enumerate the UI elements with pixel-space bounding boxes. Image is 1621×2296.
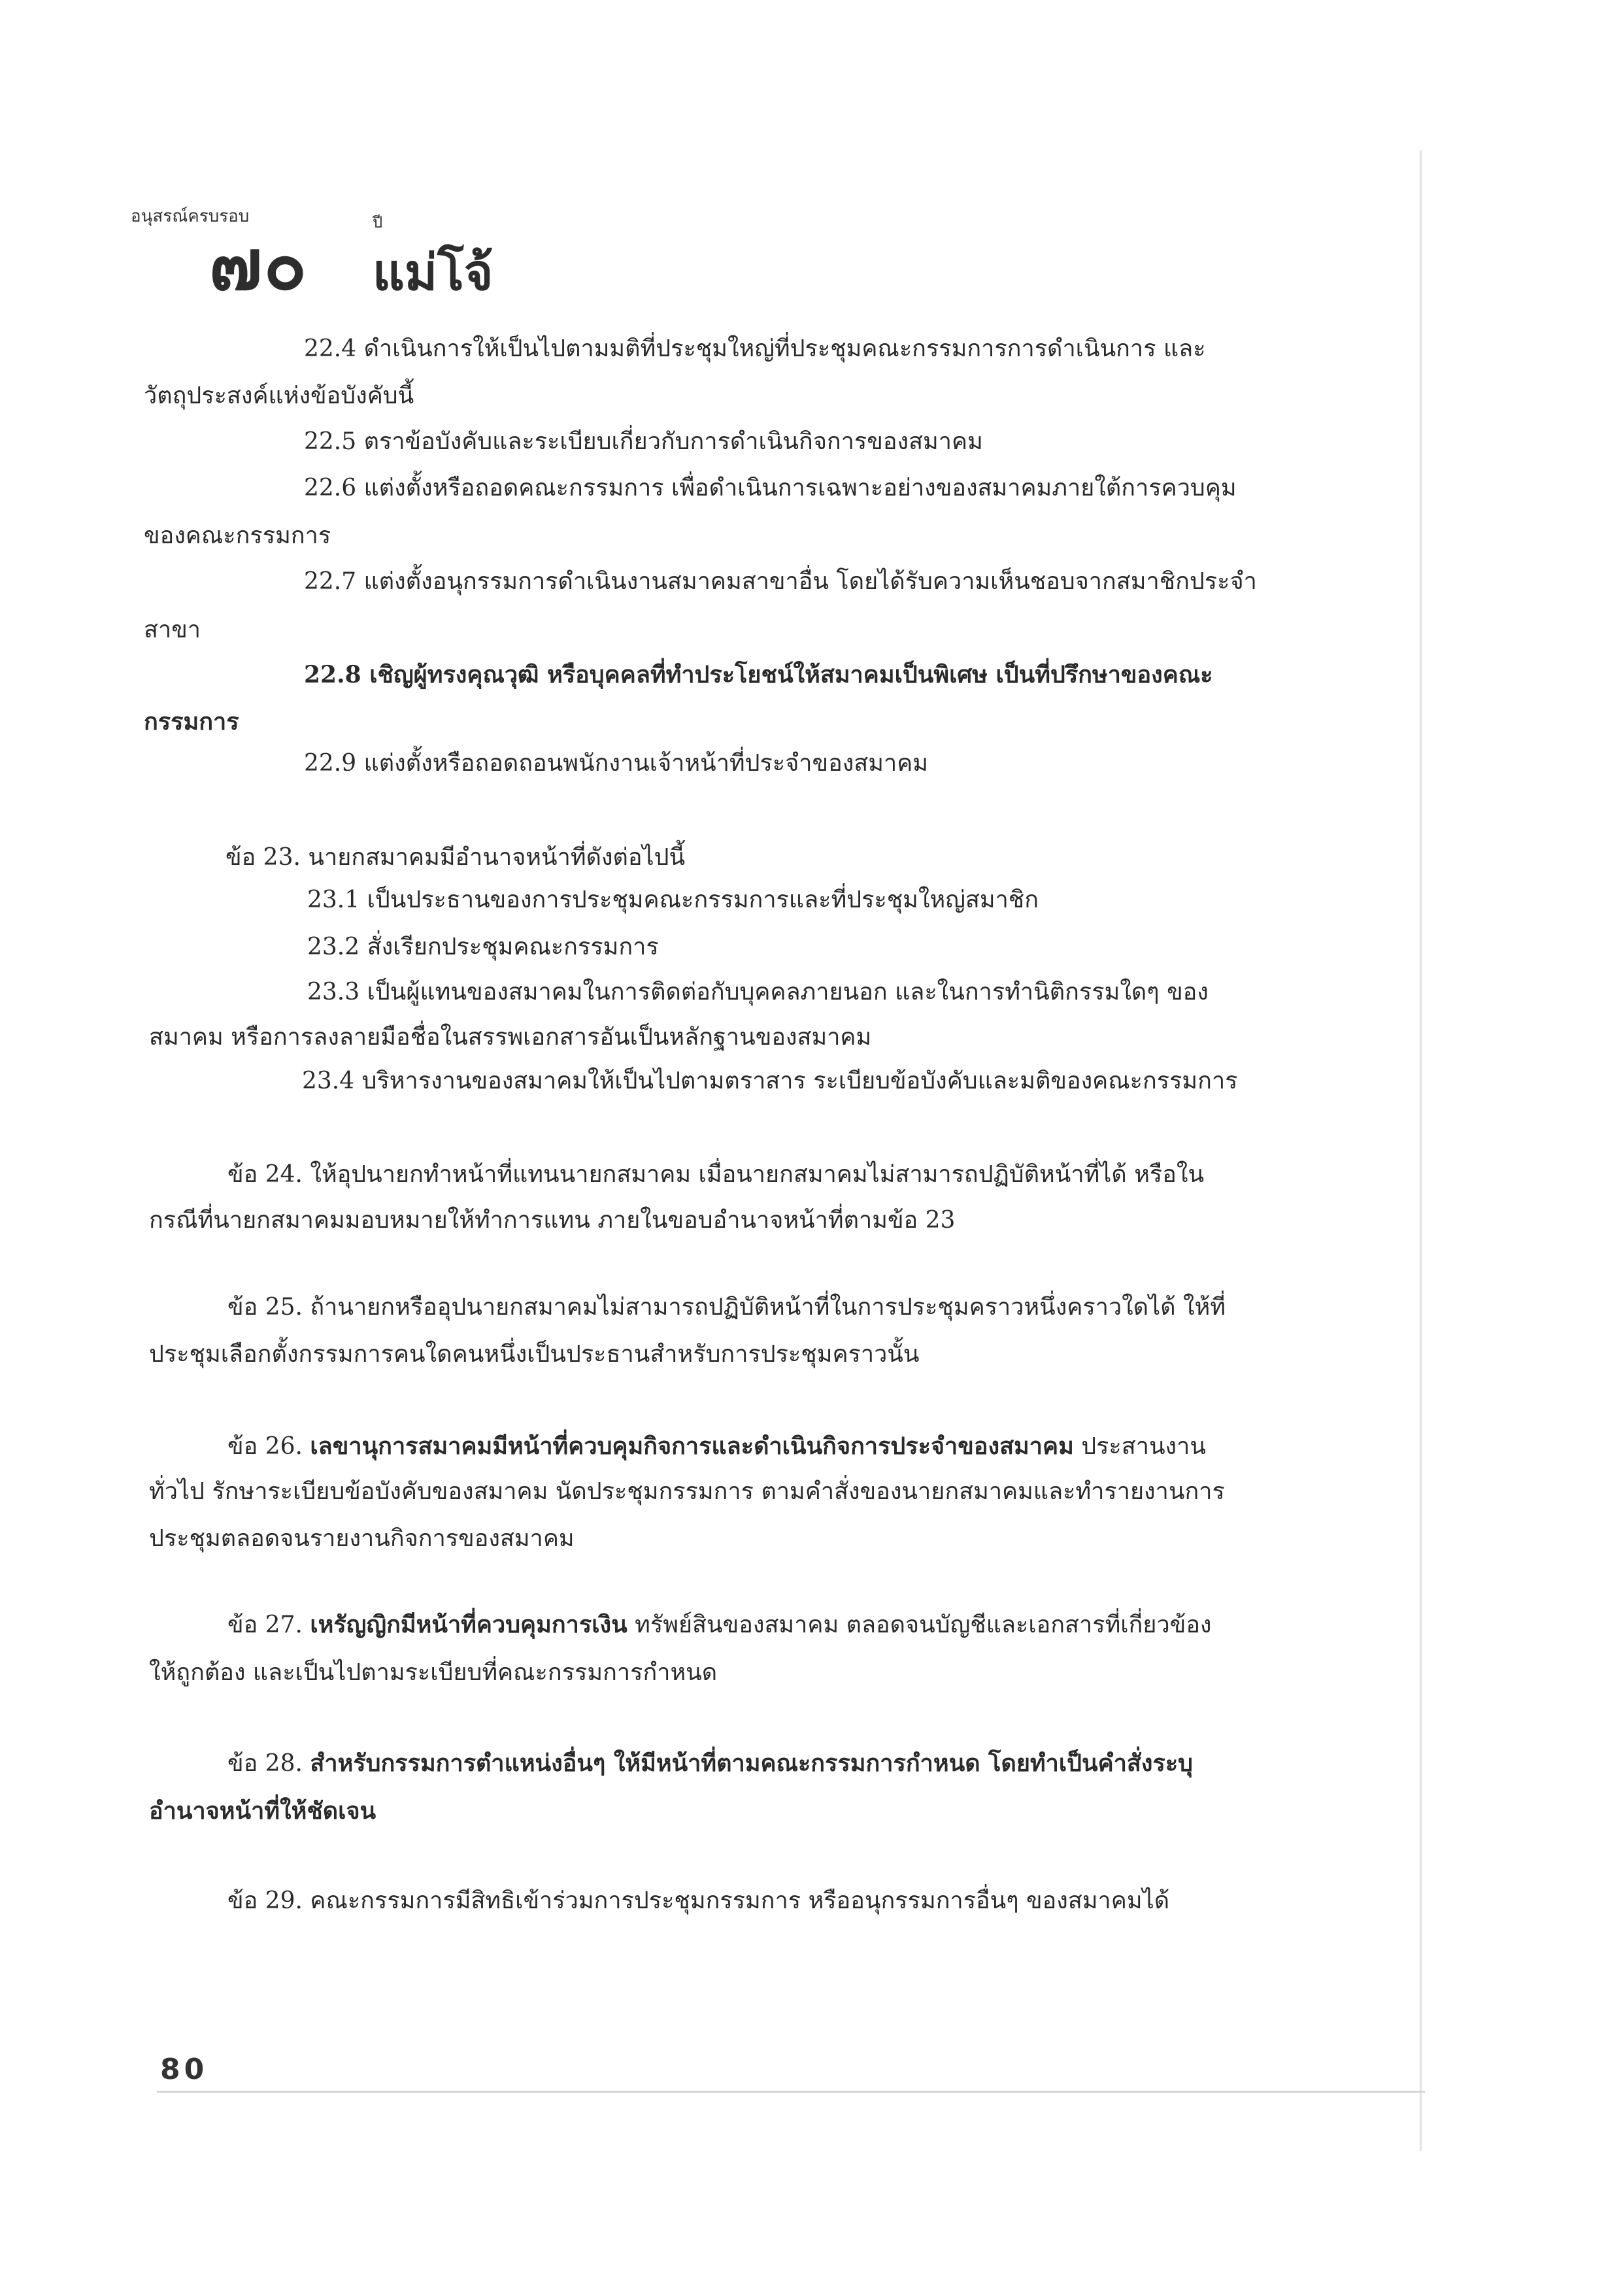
text-line: 22.7 แต่งตั้งอนุกรรมการดำเนินงานสมาคมสาขาอื่น โดยได้รับความเห็นชอบจากสมาชิกประจำ [304, 568, 1257, 595]
text-line: ของคณะกรรมการ [144, 522, 331, 549]
text-line [227, 1432, 1206, 1461]
clause-number: ข้อ 26. [227, 1433, 310, 1460]
text-line: 22.8 เชิญผู้ทรงคุณวุฒิ หรือบุคคลที่ทำประโยชน์ให้สมาคมเป็นพิเศษ เป็นที่ปรึกษาของคณะ [304, 661, 1213, 688]
text-line: อำนาจหน้าที่ให้ชัดเจน [149, 1797, 376, 1825]
text-line: สมาคม หรือการลงลายมือชื่อในสรรพเอกสารอันเป็นหลักฐานของสมาคม [149, 1024, 872, 1051]
header-logo [131, 196, 523, 307]
text-line: 23.4 บริหารงานของสมาคมให้เป็นไปตามตราสาร ระเบียบข้อบังคับและมติของคณะกรรมการ [302, 1068, 1238, 1094]
clause-number: ข้อ 28. [227, 1750, 310, 1777]
margin-rule [1420, 150, 1422, 2151]
text-line: 22.5 ตราข้อบังคับและระเบียบเกี่ยวกับการดำเนินกิจการของสมาคม [304, 428, 983, 455]
clause-number: ข้อ 27. [227, 1612, 310, 1638]
text-line [227, 1610, 1212, 1640]
bold-phrase: เหรัญญิกมีหน้าที่ควบคุมการเงิน [310, 1611, 627, 1638]
logo-year-mark: ปี [373, 213, 383, 231]
page-number: 80 [160, 2053, 209, 2086]
logo-caption: อนุสรณ์ครบรอบ [131, 207, 250, 226]
logo-word: แม่โจ้ [373, 243, 493, 301]
text-line: ทั่วไป รักษาระเบียบข้อบังคับของสมาคม นัดประชุมกรรมการ ตามคำสั่งของนายกสมาคมและทำรายงานการ [149, 1478, 1225, 1505]
text-line: 23.1 เป็นประธานของการประชุมคณะกรรมการและที่ประชุมใหญ่สมาชิก [307, 886, 1039, 913]
section-heading: ข้อ 23. นายกสมาคมมีอำนาจหน้าที่ดังต่อไปนี้ [226, 844, 686, 871]
text-line: ข้อ 25. ถ้านายกหรืออุปนายกสมาคมไม่สามารถปฏิบัติหน้าที่ในการประชุมคราวหนึ่งคราวใดได้ ให้ที่ [227, 1294, 1226, 1321]
text-line: ข้อ 24. ให้อุปนายกทำหน้าที่แทนนายกสมาคม เมื่อนายกสมาคมไม่สามารถปฏิบัติหน้าที่ได้ หรือใน [227, 1161, 1205, 1188]
footer-rule [157, 2091, 1425, 2093]
text-line: สาขา [144, 616, 201, 643]
text-line: 23.2 สั่งเรียกประชุมคณะกรรมการ [307, 934, 659, 960]
text-line: 22.4 ดำเนินการให้เป็นไปตามมติที่ประชุมใหญ่ที่ประชุมคณะกรรมการการดำเนินการ และ [304, 335, 1206, 362]
text-run: ทรัพย์สินของสมาคม ตลอดจนบัญชีและเอกสารที่เกี่ยวข้อง [627, 1612, 1212, 1638]
text-line: ข้อ 29. คณะกรรมการมีสิทธิเข้าร่วมการประชุมกรรมการ หรืออนุกรรมการอื่นๆ ของสมาคมได้ [227, 1887, 1170, 1914]
text-line: ให้ถูกต้อง และเป็นไปตามระเบียบที่คณะกรรมการกำหนด [149, 1659, 718, 1686]
text-line: กรณีที่นายกสมาคมมอบหมายให้ทำการแทน ภายในขอบอำนาจหน้าที่ตามข้อ 23 [149, 1207, 956, 1234]
text-run: ประสานงาน [1073, 1433, 1206, 1460]
bold-phrase: เลขานุการสมาคมมีหน้าที่ควบคุมกิจการและดำเนินกิจการประจำของสมาคม [310, 1432, 1074, 1460]
text-line [227, 1749, 1193, 1778]
logo-numeral: ๗๐ [209, 224, 309, 306]
text-line: 23.3 เป็นผู้แทนของสมาคมในการติดต่อกับบุคคลภายนอก และในการทำนิติกรรมใดๆ ของ [307, 979, 1209, 1005]
text-line: 22.6 แต่งตั้งหรือถอดคณะกรรมการ เพื่อดำเนินการเฉพาะอย่างของสมาคมภายใต้การควบคุม [304, 475, 1237, 501]
bold-phrase: สำหรับกรรมการตำแหน่งอื่นๆ ให้มีหน้าที่ตามคณะกรรมการกำหนด โดยทำเป็นคำสั่งระบุ [310, 1749, 1194, 1777]
text-line: ประชุมเลือกตั้งกรรมการคนใดคนหนึ่งเป็นประธานสำหรับการประชุมคราวนั้น [149, 1341, 920, 1368]
text-line: วัตถุประสงค์แห่งข้อบังคับนี้ [144, 382, 414, 409]
text-line: กรรมการ [144, 708, 239, 735]
text-line: ประชุมตลอดจนรายงานกิจการของสมาคม [149, 1525, 575, 1552]
text-line: 22.9 แต่งตั้งหรือถอดถอนพนักงานเจ้าหน้าที่ประจำของสมาคม [304, 750, 929, 777]
